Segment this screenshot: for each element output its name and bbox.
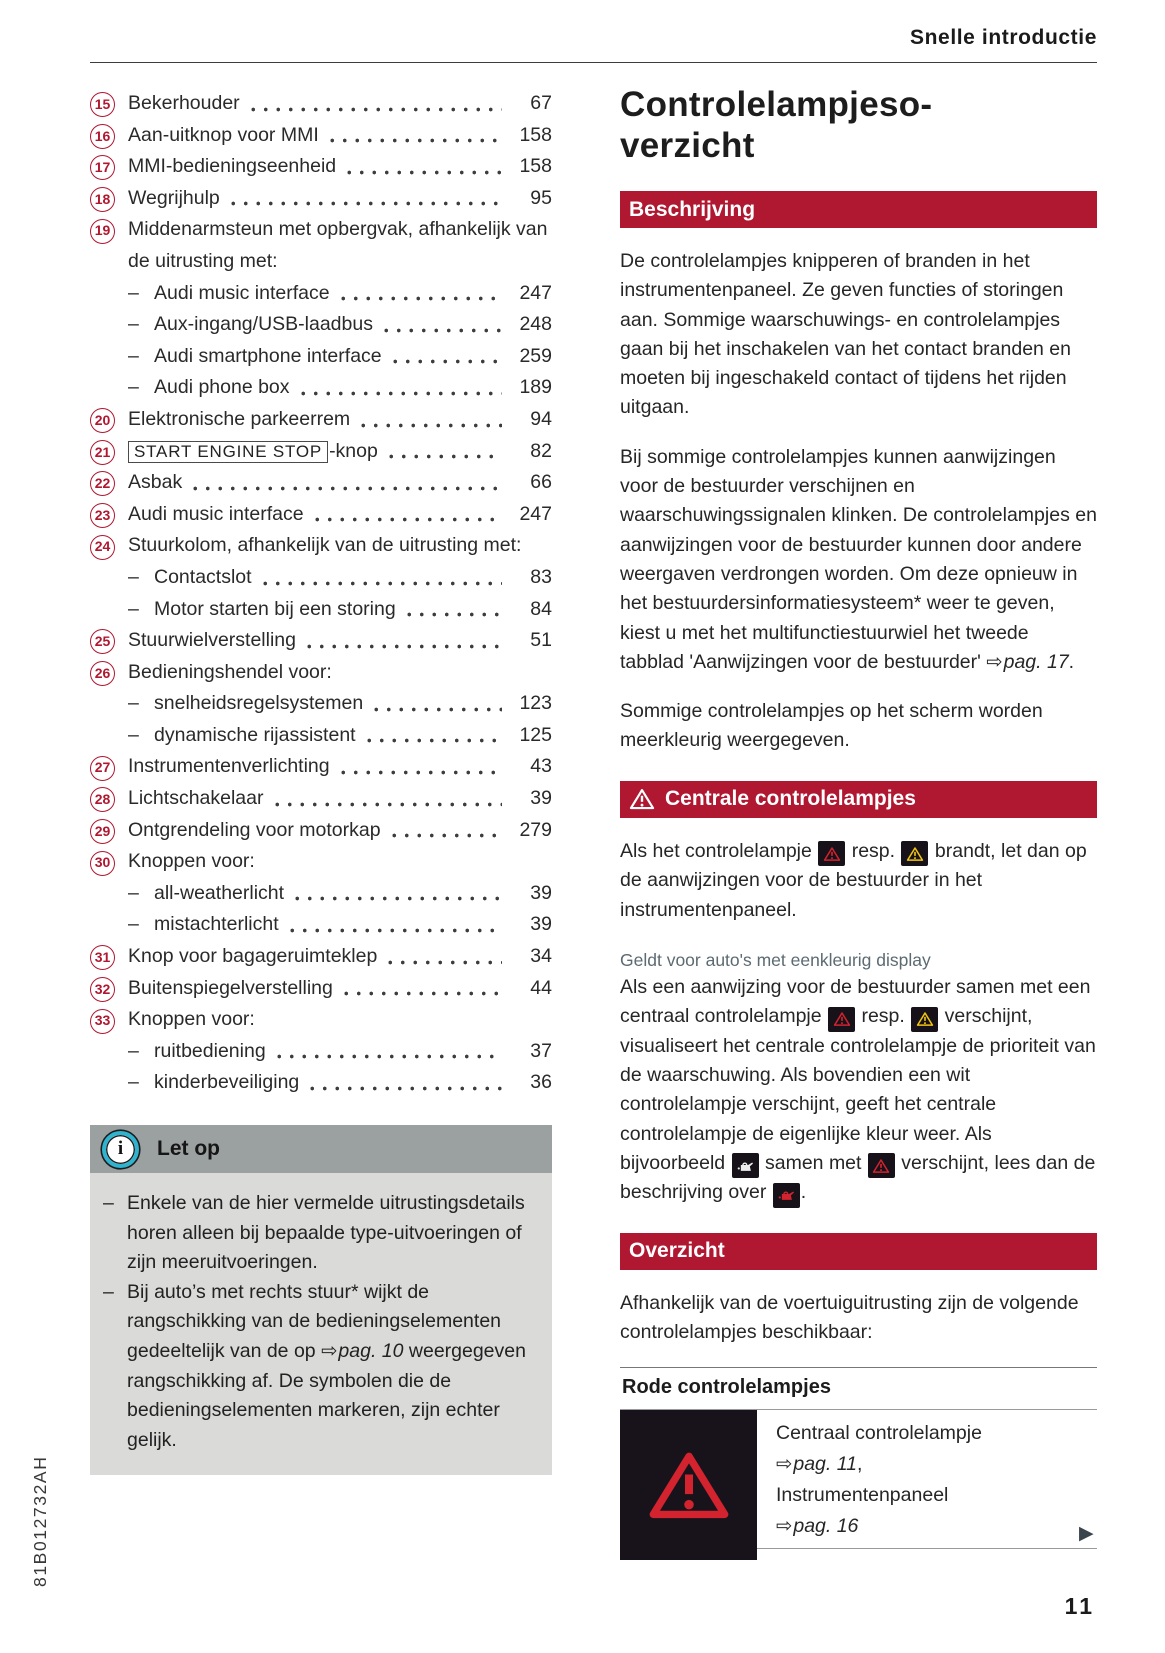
toc-label: Stuurwielverstelling xyxy=(128,629,296,652)
toc-page-number: 83 xyxy=(530,565,552,588)
dot-leader xyxy=(363,738,502,743)
sub-item-dash: – xyxy=(128,313,139,336)
item-number-badge: 18 xyxy=(90,187,115,212)
indicator-description-line: Centraal controlelampje xyxy=(776,1422,982,1445)
dot-leader xyxy=(311,517,502,522)
dot-leader xyxy=(403,612,502,617)
toc-page-number: 189 xyxy=(519,376,552,399)
item-number-cell xyxy=(90,436,128,468)
document-code: 81B012732AH xyxy=(30,1455,50,1587)
toc-label: Audi music interface xyxy=(154,281,330,304)
dot-leader xyxy=(271,802,503,807)
note-title: Let op xyxy=(157,1137,220,1160)
item-number-cell xyxy=(90,815,128,847)
page-number: 11 xyxy=(1064,1593,1095,1619)
item-number-badge: 27 xyxy=(90,756,115,781)
dot-leader xyxy=(286,928,502,933)
toc-page-number: 158 xyxy=(519,123,552,146)
toc-label: Elektronische parkeerrem xyxy=(128,407,351,430)
item-number-badge: 19 xyxy=(90,219,115,244)
toc-subitem[interactable] xyxy=(90,594,552,626)
toc-column xyxy=(90,88,552,1475)
item-number-badge: 24 xyxy=(90,535,115,560)
toc-label: Knoppen voor: xyxy=(128,850,255,873)
dot-leader xyxy=(291,896,502,901)
toc-label: ruitbediening xyxy=(154,1039,266,1062)
toc-item[interactable] xyxy=(90,530,552,562)
item-number-badge: 33 xyxy=(90,1009,115,1034)
toc-page-number: 44 xyxy=(530,976,552,999)
toc-item[interactable] xyxy=(90,120,552,152)
toc-page-number: 84 xyxy=(530,597,552,620)
dot-leader xyxy=(297,391,502,396)
toc-item[interactable] xyxy=(90,88,552,120)
indicator-description-line xyxy=(776,1511,1097,1542)
toc-label: START ENGINE STOP -knop xyxy=(128,436,378,468)
item-number-badge: 28 xyxy=(90,787,115,812)
toc-subitem[interactable] xyxy=(90,309,552,341)
toc-label: Contactslot xyxy=(154,565,252,588)
toc-label: Aan-uitknop voor MMI xyxy=(128,123,319,146)
toc-label: Middenarmsteun met opbergvak, afhankelijk van de uitrusting met: xyxy=(128,218,548,272)
toc-page-number: 158 xyxy=(519,155,552,178)
toc-label: Buitenspiegelverstelling xyxy=(128,976,333,999)
dot-leader xyxy=(343,170,502,175)
toc-subitem[interactable] xyxy=(90,1067,552,1099)
toc-label: Bedieningshendel voor: xyxy=(128,660,332,683)
bullet-dash: – xyxy=(103,1280,114,1303)
item-number-cell xyxy=(90,151,128,183)
toc-label: Bekerhouder xyxy=(128,92,240,114)
dot-leader xyxy=(357,423,502,428)
note-bullet xyxy=(103,1278,538,1456)
bullet-dash: – xyxy=(103,1192,114,1214)
item-number-badge: 16 xyxy=(90,124,115,149)
page-ref[interactable]: ⇨pag. 11 xyxy=(776,1453,857,1476)
toc-label: Lichtschakelaar xyxy=(128,787,264,810)
continuation-arrow-icon: ▶ xyxy=(1079,1523,1094,1544)
toc-page-number: 94 xyxy=(530,407,552,430)
sub-item-dash: – xyxy=(128,376,139,399)
indicator-description-line: Instrumentenpaneel xyxy=(776,1484,949,1507)
dot-leader xyxy=(337,296,502,301)
paragraph: Bij sommige controlelampjes kunnen aanwijzingen voor de bestuurder verschijnen en waarschuwingssignalen klinken. De controlelampjes en aanwijzingen voor de bestuurder kunnen door andere weergaven verdrongen worden. Om deze opnieuw in het bestuurdersinformatiesysteem* weer te geven, kiest u met het multifunctiestuurwiel het tweede tabblad 'Aanwijzingen voor de bestuurder' ⇨pag. 17. xyxy=(620,445,1097,673)
toc-page-number: 247 xyxy=(519,281,552,304)
toc-page-number: 37 xyxy=(530,1039,552,1062)
dot-leader xyxy=(259,581,502,586)
section-header: Snelle introductie xyxy=(910,26,1097,49)
dot-leader xyxy=(273,1054,502,1059)
toc-page-number: 66 xyxy=(530,471,552,494)
warning-red-tell-tale-icon xyxy=(620,1410,757,1560)
toc-label: dynamische rijassistent xyxy=(154,723,356,746)
sub-item-dash: – xyxy=(128,913,139,936)
item-number-cell xyxy=(90,846,128,878)
toc-item[interactable] xyxy=(90,625,552,657)
indicator-rows xyxy=(620,1409,1097,1560)
item-number-cell xyxy=(90,467,128,499)
toc-page-number: 39 xyxy=(530,787,552,810)
paragraph: Als een aanwijzing voor de bestuurder samen met een centraal controlelampje resp. verschijnt, visualiseert het centrale controlelampje de prioriteit van de waarschuwing. Als bovendien een wit controlelampje verschijnt, geeft het centrale controlelampje de eigenlijke kleur weer. Als bijvoorbeeld samen met verschijnt, lees dan de beschrijving over . xyxy=(620,973,1097,1208)
toc-subitem[interactable] xyxy=(90,372,552,404)
note-body xyxy=(90,1173,552,1475)
item-number-cell xyxy=(90,530,128,562)
dot-leader xyxy=(388,833,502,838)
toc-item[interactable] xyxy=(90,151,552,183)
sub-item-dash: – xyxy=(128,723,139,746)
toc-subitem[interactable] xyxy=(90,562,552,594)
warning-red-icon xyxy=(828,1007,855,1032)
paragraph: Sommige controlelampjes op het scherm worden meerkleurig weergegeven. xyxy=(620,700,1043,752)
toc-item[interactable] xyxy=(90,436,552,468)
dot-leader xyxy=(370,707,502,712)
item-number-cell xyxy=(90,941,128,973)
item-number-badge: 30 xyxy=(90,851,115,876)
toc-page-number: 39 xyxy=(530,881,552,904)
toc-page-number: 123 xyxy=(519,692,552,715)
toc-label: snelheidsregelsystemen xyxy=(154,692,364,715)
page-ref[interactable]: ⇨pag. 10 xyxy=(321,1339,404,1362)
dot-leader xyxy=(247,107,502,112)
bullet-text: Bij auto’s met rechts stuur* wijkt de rangschikking van de bedieningselementen gedeeltelijk van de op ⇨pag. 10 weergegeven rangschikking af. De symbolen die de bedieningselementen markeren, zijn echter gelijk. xyxy=(127,1280,526,1451)
item-number-badge: 31 xyxy=(90,945,115,970)
warning-yellow-icon xyxy=(911,1007,938,1032)
item-number-cell xyxy=(90,404,128,436)
toc-page-number: 95 xyxy=(530,186,552,209)
warning-red-icon xyxy=(868,1153,895,1178)
header-rule xyxy=(90,62,1097,63)
toc-item[interactable] xyxy=(90,1004,552,1036)
dot-leader xyxy=(337,770,502,775)
toc-subitem[interactable] xyxy=(90,720,552,752)
toc-subitem[interactable] xyxy=(90,688,552,720)
item-number-badge: 15 xyxy=(90,92,115,117)
dot-leader xyxy=(389,359,502,364)
toc-item[interactable] xyxy=(90,183,552,215)
toc-item[interactable] xyxy=(90,751,552,783)
dot-leader xyxy=(303,644,502,649)
dot-leader xyxy=(385,454,502,459)
page-title: Controlelampjeso- verzicht xyxy=(620,85,933,165)
toc-label: mistachterlicht xyxy=(154,913,279,936)
toc-page-number: 51 xyxy=(530,629,552,652)
info-icon: i xyxy=(102,1131,139,1168)
toc-page-number: 125 xyxy=(519,723,552,746)
toc-label: Audi phone box xyxy=(154,376,290,399)
indicator-row xyxy=(620,1409,1097,1560)
sub-item-dash: – xyxy=(128,281,139,304)
toc-item[interactable] xyxy=(90,657,552,689)
toc-subitem[interactable] xyxy=(90,341,552,373)
note-box xyxy=(90,1125,552,1475)
toc-label: Knop voor bagageruimteklep xyxy=(128,945,378,968)
toc-page-number: 248 xyxy=(519,313,552,336)
item-number-cell xyxy=(90,657,128,689)
page-ref[interactable]: ⇨pag. 17 xyxy=(986,650,1069,673)
dot-leader xyxy=(380,328,502,333)
start-engine-stop-key: START ENGINE STOP xyxy=(128,441,328,463)
toc-subitem[interactable] xyxy=(90,878,552,910)
item-number-cell xyxy=(90,120,128,152)
sub-item-dash: – xyxy=(128,1039,139,1062)
warning-red-icon xyxy=(818,841,845,866)
toc-label: Stuurkolom, afhankelijk van de uitrusting met: xyxy=(128,534,522,557)
item-number-badge: 22 xyxy=(90,471,115,496)
dot-leader xyxy=(384,960,502,965)
toc-label: Wegrijhulp xyxy=(128,186,220,209)
dot-leader xyxy=(306,1086,502,1091)
toc-subitem[interactable] xyxy=(90,1036,552,1068)
toc-item[interactable] xyxy=(90,214,552,277)
toc-subitem[interactable] xyxy=(90,909,552,941)
toc-list xyxy=(90,88,552,1099)
toc-page-number: 259 xyxy=(519,344,552,367)
warning-triangle-icon xyxy=(629,787,655,811)
item-number-cell xyxy=(90,214,128,246)
sub-item-dash: – xyxy=(128,692,139,715)
item-number-cell xyxy=(90,88,128,120)
toc-page-number: 39 xyxy=(530,913,552,936)
indicator-description-line: ⇨pag. 11, xyxy=(776,1453,863,1476)
toc-label: Aux-ingang/USB-laadbus xyxy=(154,313,373,336)
item-number-cell xyxy=(90,499,128,531)
item-number-cell xyxy=(90,783,128,815)
toc-page-number: 247 xyxy=(519,502,552,525)
banner-centrale-controlelampjes: Centrale controlelampjes xyxy=(620,781,1097,818)
item-number-badge: 17 xyxy=(90,155,115,180)
toc-label: Audi smartphone interface xyxy=(154,344,382,367)
toc-label: Knoppen voor: xyxy=(128,1008,255,1031)
toc-item[interactable] xyxy=(90,973,552,1005)
toc-label: Motor starten bij een storing xyxy=(154,597,396,620)
warning-yellow-icon xyxy=(901,841,928,866)
toc-page-number: 82 xyxy=(530,439,552,462)
note-header xyxy=(90,1125,552,1173)
toc-label: MMI-bedieningseenheid xyxy=(128,155,337,178)
item-number-badge: 23 xyxy=(90,503,115,528)
item-number-cell xyxy=(90,973,128,1005)
item-number-cell xyxy=(90,183,128,215)
item-number-cell xyxy=(90,1004,128,1036)
sub-item-dash: – xyxy=(128,565,139,588)
oil-white-icon xyxy=(732,1153,759,1178)
sub-item-dash: – xyxy=(128,881,139,904)
article-column xyxy=(620,84,1097,1560)
indicator-group-heading: Rode controlelampjes xyxy=(620,1367,1097,1409)
paragraph: Afhankelijk van de voertuiguitrusting zijn de volgende controlelampjes beschikbaar: xyxy=(620,1291,1079,1344)
toc-label: Audi music interface xyxy=(128,502,304,525)
toc-label: Asbak xyxy=(128,471,183,494)
dot-leader xyxy=(326,138,502,143)
item-number-badge: 21 xyxy=(90,440,115,465)
sub-item-dash: – xyxy=(128,597,139,620)
indicator-description xyxy=(757,1410,1097,1549)
toc-item[interactable] xyxy=(90,941,552,973)
item-number-badge: 32 xyxy=(90,977,115,1002)
toc-page-number: 279 xyxy=(519,818,552,841)
item-number-badge: 20 xyxy=(90,408,115,433)
toc-subitem[interactable] xyxy=(90,278,552,310)
toc-page-number: 36 xyxy=(530,1071,552,1094)
toc-label: all-weatherlicht xyxy=(154,881,285,904)
dot-leader xyxy=(340,991,502,996)
item-number-cell xyxy=(90,751,128,783)
paragraph: Als het controlelampje resp. brandt, let dan op de aanwijzingen voor de bestuurder in het instrumentenpaneel. xyxy=(620,839,1087,921)
sub-item-dash: – xyxy=(128,1071,139,1094)
sub-item-dash: – xyxy=(128,344,139,367)
toc-item[interactable] xyxy=(90,404,552,436)
banner-overzicht: Overzicht xyxy=(620,1233,1097,1270)
toc-page-number: 34 xyxy=(530,945,552,968)
banner-beschrijving: Beschrijving xyxy=(620,191,1097,228)
toc-item[interactable] xyxy=(90,815,552,847)
toc-label: kinderbeveiliging xyxy=(154,1071,300,1094)
toc-label: Instrumentenverlichting xyxy=(128,755,330,778)
toc-item[interactable] xyxy=(90,499,552,531)
item-number-cell xyxy=(90,625,128,657)
item-number-badge: 25 xyxy=(90,629,115,654)
toc-item[interactable] xyxy=(90,846,552,878)
page-ref[interactable]: ⇨pag. 16 xyxy=(776,1514,859,1537)
oil-red-icon xyxy=(773,1183,800,1208)
toc-label: Ontgrendeling voor motorkap xyxy=(128,818,381,841)
toc-item[interactable] xyxy=(90,783,552,815)
paragraph: De controlelampjes knipperen of branden in het instrumentenpaneel. Ze geven functies of storingen aan. Sommige waarschuwings- en controlelampjes gaan bij het inschakelen van het contact branden en moeten bij ingeschakeld contact of tijdens het rijden uitgaan. xyxy=(620,250,1071,419)
toc-page-number: 67 xyxy=(530,92,552,114)
bullet-text: Enkele van de hier vermelde uitrustingsdetails horen alleen bij bepaalde type-uitvoeringen of zijn meeruitvoeringen. xyxy=(127,1192,525,1274)
toc-item[interactable] xyxy=(90,467,552,499)
note-bullet xyxy=(103,1189,538,1278)
toc-page-number: 43 xyxy=(530,755,552,778)
dot-leader xyxy=(227,201,502,206)
dot-leader xyxy=(189,486,502,491)
indicator-table xyxy=(620,1367,1097,1560)
item-number-badge: 26 xyxy=(90,661,115,686)
applicability-note: Geldt voor auto's met eenkleurig display xyxy=(620,949,931,970)
item-number-badge: 29 xyxy=(90,819,115,844)
